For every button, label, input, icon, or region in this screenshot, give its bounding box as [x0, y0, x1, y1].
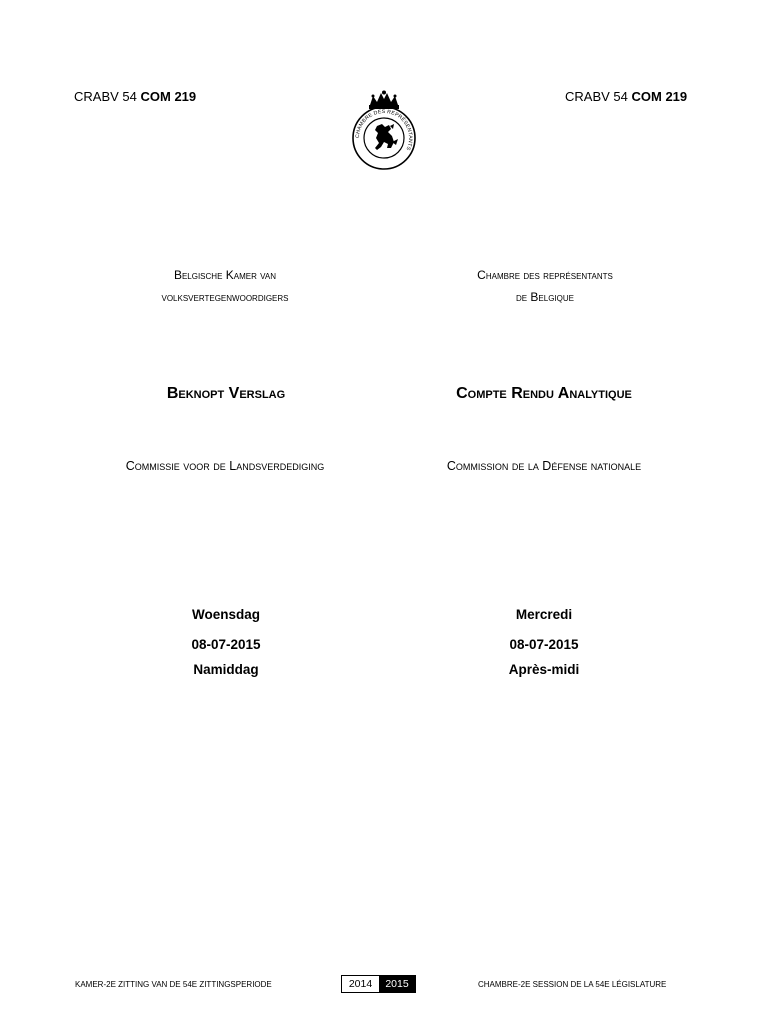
- document-reference-right: [565, 89, 687, 104]
- report-title-nl: Beknopt Verslag: [166, 385, 286, 402]
- session-day-nl: Woensdag: [191, 607, 260, 622]
- report-title-fr: Compte Rendu Analytique: [456, 385, 632, 402]
- ref-number: COM 219: [140, 89, 197, 104]
- seal-text: CHAMBRE DES REPRÉSENTANTS: [354, 108, 414, 152]
- session-date-fr: 08-07-2015: [509, 637, 579, 652]
- session-part-fr: Après-midi: [508, 662, 580, 677]
- institution-line: volksvertegenwoordigers: [161, 290, 289, 304]
- session-part-nl: Namiddag: [193, 662, 259, 677]
- ref-prefix: CRABV 54: [565, 89, 628, 104]
- session-year-start: 2014: [342, 976, 379, 992]
- committee-name-fr: Commission de la Défense nationale: [446, 459, 642, 473]
- institution-name-nl: [75, 264, 375, 308]
- institution-line: Chambre des représentants: [477, 268, 613, 282]
- institution-name-fr: [395, 264, 695, 308]
- session-year-end: 2015: [379, 976, 415, 992]
- ref-prefix: CRABV 54: [74, 89, 137, 104]
- footer-legislature-fr: CHAMBRE-2E SESSION DE LA 54E LÉGISLATURE: [478, 980, 667, 989]
- ref-number: COM 219: [631, 89, 688, 104]
- session-day-fr: Mercredi: [515, 607, 573, 622]
- session-date-nl: 08-07-2015: [191, 637, 261, 652]
- chamber-seal-logo: [344, 90, 424, 172]
- committee-name-nl: Commissie voor de Landsverdediging: [125, 459, 325, 473]
- footer-legislature-nl: KAMER-2E ZITTING VAN DE 54E ZITTINGSPERIODE: [75, 980, 272, 989]
- institution-line: Belgische Kamer van: [173, 268, 277, 282]
- session-years-box: [341, 975, 416, 993]
- document-reference-left: [74, 89, 196, 104]
- institution-line: de Belgique: [515, 290, 575, 304]
